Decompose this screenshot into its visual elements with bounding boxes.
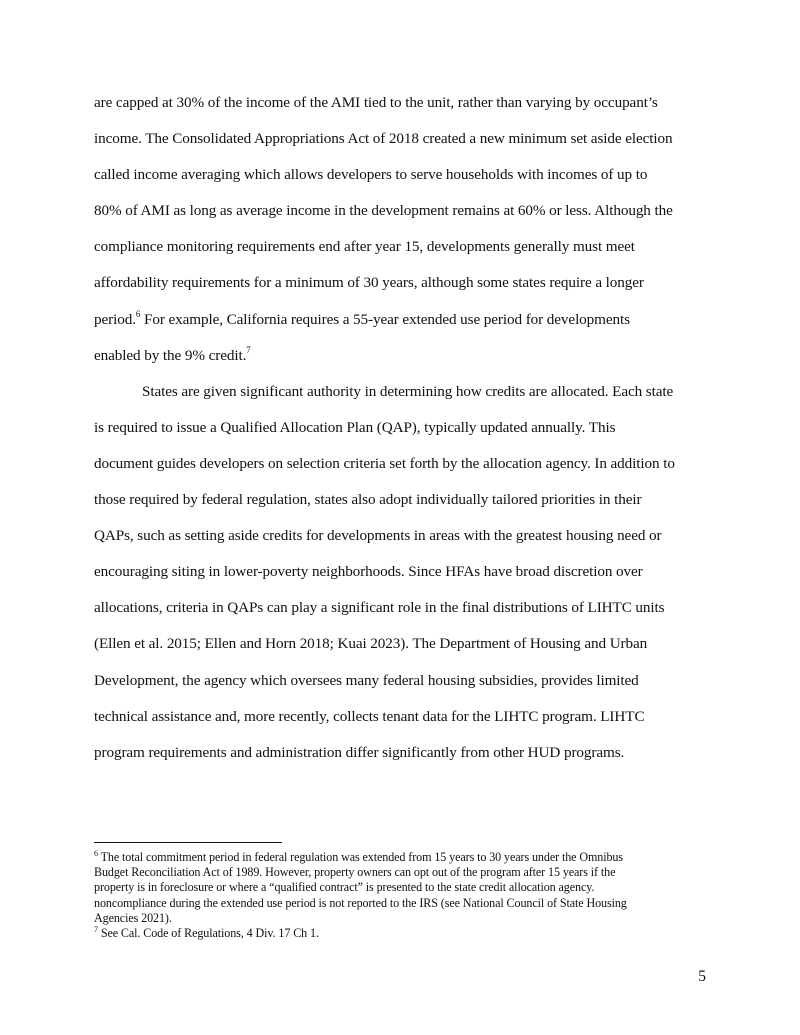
body-line: program requirements and administration differ significantly from other HUD programs.: [94, 743, 625, 761]
body-line: encouraging siting in lower-poverty neighborhoods. Since HFAs have broad discretion over: [94, 563, 643, 581]
footnote-7: [94, 926, 710, 941]
body-text-span: For example, California requires a 55-year extended use period for developments: [140, 310, 630, 328]
footnote-line: property is in foreclosure or where a “qualified contract” is presented to the state credit allocation agency.: [94, 880, 595, 895]
body-line: technical assistance and, more recently, collects tenant data for the LIHTC program. LIHTC: [94, 707, 645, 725]
footnote-ref-7[interactable]: 7: [246, 344, 251, 355]
body-text-span: enabled by the 9% credit.: [94, 346, 247, 364]
footnote-line: Agencies 2021).: [94, 910, 172, 925]
footnote-mark-6: 6: [94, 848, 98, 858]
body-text: [94, 85, 710, 771]
page-number: 5: [698, 968, 706, 985]
body-line: 80% of AMI as long as average income in the development remains at 60% or less. Although the: [94, 202, 673, 220]
footnote-text: The total commitment period in federal regulation was extended from 15 years to 30 years under the Omnibus: [97, 850, 623, 864]
footnote-mark-7: 7: [94, 924, 98, 934]
body-line: QAPs, such as setting aside credits for developments in areas with the greatest housing need or: [94, 527, 662, 545]
body-line: called income averaging which allows developers to serve households with incomes of up to: [94, 166, 648, 184]
footnote-text: See Cal. Code of Regulations, 4 Div. 17 Ch 1.: [97, 926, 319, 941]
body-line: [94, 374, 710, 410]
footnote-line: Budget Reconciliation Act of 1989. However, property owners can opt out of the program after 15 years if the: [94, 865, 616, 880]
body-line: [94, 338, 710, 374]
body-text-span: period.: [94, 310, 136, 328]
body-line: [94, 302, 710, 338]
body-line: Development, the agency which oversees many federal housing subsidies, provides limited: [94, 671, 639, 689]
body-text-span: States are given significant authority in determining how credits are allocated. Each state: [142, 382, 674, 400]
body-line: affordability requirements for a minimum of 30 years, although some states require a longer: [94, 274, 644, 292]
body-line: those required by federal regulation, states also adopt individually tailored priorities in their: [94, 491, 642, 509]
body-line: document guides developers on selection criteria set forth by the allocation agency. In addition to: [94, 454, 675, 472]
footnote-6: [94, 850, 710, 865]
footnote-separator: [94, 842, 282, 843]
footnote-line: noncompliance during the extended use period is not reported to the IRS (see National Council of State Housing: [94, 895, 627, 910]
footnote-ref-6[interactable]: 6: [135, 308, 141, 319]
body-line: income. The Consolidated Appropriations Act of 2018 created a new minimum set aside election: [94, 130, 673, 148]
body-line: are capped at 30% of the income of the AMI tied to the unit, rather than varying by occupant’s: [94, 94, 658, 111]
body-line: allocations, criteria in QAPs can play a significant role in the final distributions of LIHTC units: [94, 599, 665, 617]
body-line: (Ellen et al. 2015; Ellen and Horn 2018; Kuai 2023). The Department of Housing and Urban: [94, 635, 648, 653]
body-line: compliance monitoring requirements end after year 15, developments generally must meet: [94, 238, 635, 256]
body-line: is required to issue a Qualified Allocation Plan (QAP), typically updated annually. This: [94, 418, 616, 436]
footnotes: [94, 850, 710, 941]
